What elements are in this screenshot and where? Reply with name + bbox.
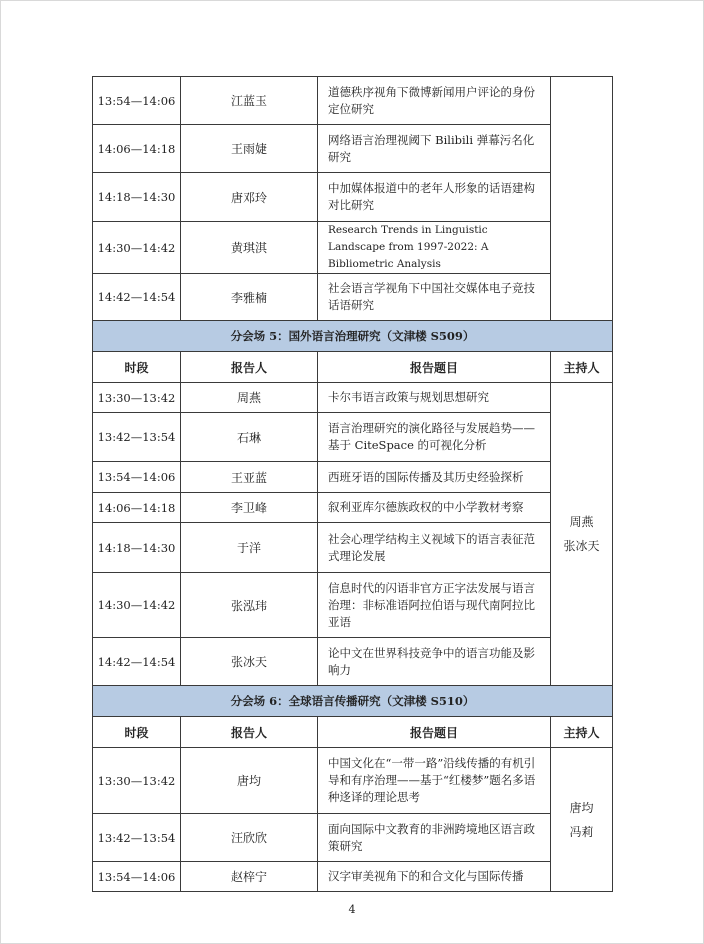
- speaker-cell: 唐均: [181, 748, 318, 814]
- speaker-cell: 江蓝玉: [181, 77, 318, 125]
- session-6-banner: [93, 686, 613, 717]
- topic-cell: 中加媒体报道中的老年人形象的话语建构对比研究: [318, 173, 551, 222]
- topic-cell: 西班牙语的国际传播及其历史经验探析: [318, 462, 551, 493]
- session-5-banner: [93, 321, 613, 352]
- table-row: [93, 383, 613, 413]
- header-speaker: 报告人: [181, 717, 318, 748]
- speaker-cell: 王雨婕: [181, 125, 318, 173]
- speaker-cell: 汪欣欣: [181, 814, 318, 862]
- session-banner-text: 分会场 6：全球语言传播研究（文津楼 S510）: [93, 686, 613, 717]
- speaker-cell: 周燕: [181, 383, 318, 413]
- speaker-cell: 张泓玮: [181, 573, 318, 638]
- table-row: [93, 125, 613, 173]
- host-name: 张冰天: [563, 539, 600, 553]
- speaker-cell: 于洋: [181, 523, 318, 573]
- time-cell: 14:18—14:30: [93, 173, 181, 222]
- page-number: 4: [348, 903, 356, 916]
- table-row: [93, 814, 613, 862]
- header-topic: 报告题目: [318, 352, 551, 383]
- time-cell: 14:42—14:54: [93, 638, 181, 686]
- host-name: 周燕: [569, 515, 594, 529]
- speaker-cell: 唐邓玲: [181, 173, 318, 222]
- time-cell: 14:06—14:18: [93, 493, 181, 523]
- topic-cell: 卡尔韦语言政策与规划思想研究: [318, 383, 551, 413]
- topic-cell: 中国文化在“一带一路”沿线传播的有机引导和有序治理——基于“红楼梦”题名多语种迻译的理论思考: [318, 748, 551, 814]
- topic-cell: 道德秩序视角下微博新闻用户评论的身份定位研究: [318, 77, 551, 125]
- header-topic: 报告题目: [318, 717, 551, 748]
- speaker-cell: 赵梓宁: [181, 862, 318, 892]
- speaker-cell: 李雅楠: [181, 274, 318, 321]
- time-cell: 14:42—14:54: [93, 274, 181, 321]
- host-name: 冯莉: [569, 824, 594, 839]
- time-cell: 13:30—13:42: [93, 383, 181, 413]
- time-cell: 14:06—14:18: [93, 125, 181, 173]
- header-time: 时段: [93, 352, 181, 383]
- table-row: [93, 413, 613, 462]
- speaker-cell: 张冰天: [181, 638, 318, 686]
- topic-cell: 面向国际中文教育的非洲跨境地区语言政策研究: [318, 814, 551, 862]
- host-cell: [551, 383, 613, 686]
- table-row: [93, 77, 613, 125]
- table-row: [93, 638, 613, 686]
- time-cell: 13:30—13:42: [93, 748, 181, 814]
- speaker-cell: 黄琪淇: [181, 222, 318, 274]
- time-cell: 13:54—14:06: [93, 77, 181, 125]
- table-row: [93, 862, 613, 892]
- table-row: [93, 173, 613, 222]
- schedule-table: [92, 76, 613, 892]
- session-banner-text: 分会场 5：国外语言治理研究（文津楼 S509）: [93, 321, 613, 352]
- header-host: 主持人: [551, 352, 613, 383]
- host-name: 唐均: [569, 800, 594, 815]
- header-row: [93, 352, 613, 383]
- table-row: [93, 523, 613, 573]
- time-cell: 13:42—13:54: [93, 814, 181, 862]
- speaker-cell: 王亚蓝: [181, 462, 318, 493]
- speaker-cell: 石琳: [181, 413, 318, 462]
- topic-cell: 汉字审美视角下的和合文化与国际传播: [318, 862, 551, 892]
- time-cell: 14:30—14:42: [93, 222, 181, 274]
- topic-cell: 语言治理研究的演化路径与发展趋势——基于 CiteSpace 的可视化分析: [318, 413, 551, 462]
- topic-cell: 网络语言治理视阈下 Bilibili 弹幕污名化研究: [318, 125, 551, 173]
- time-cell: 14:18—14:30: [93, 523, 181, 573]
- header-speaker: 报告人: [181, 352, 318, 383]
- table-row: [93, 274, 613, 321]
- header-host: 主持人: [551, 717, 613, 748]
- table-row: [93, 748, 613, 814]
- host-cell: [551, 748, 613, 892]
- header-time: 时段: [93, 717, 181, 748]
- table-row: [93, 222, 613, 274]
- topic-cell: 社会心理学结构主义视域下的语言表征范式理论发展: [318, 523, 551, 573]
- table-row: [93, 573, 613, 638]
- topic-cell: Research Trends in Linguistic Landscape from 1997-2022: A Bibliometric Analysis: [318, 222, 551, 274]
- speaker-cell: 李卫峰: [181, 493, 318, 523]
- time-cell: 13:42—13:54: [93, 413, 181, 462]
- host-cell-empty: [551, 77, 613, 321]
- topic-cell: 信息时代的闪语非官方正字法发展与语言治理：非标准语阿拉伯语与现代南阿拉比亚语: [318, 573, 551, 638]
- time-cell: 13:54—14:06: [93, 462, 181, 493]
- time-cell: 13:54—14:06: [93, 862, 181, 892]
- table-row: [93, 493, 613, 523]
- header-row: [93, 717, 613, 748]
- table-row: [93, 462, 613, 493]
- time-cell: 14:30—14:42: [93, 573, 181, 638]
- topic-cell: 社会语言学视角下中国社交媒体电子竞技话语研究: [318, 274, 551, 321]
- topic-cell: 论中文在世界科技竞争中的语言功能及影响力: [318, 638, 551, 686]
- topic-cell: 叙利亚库尔德族政权的中小学教材考察: [318, 493, 551, 523]
